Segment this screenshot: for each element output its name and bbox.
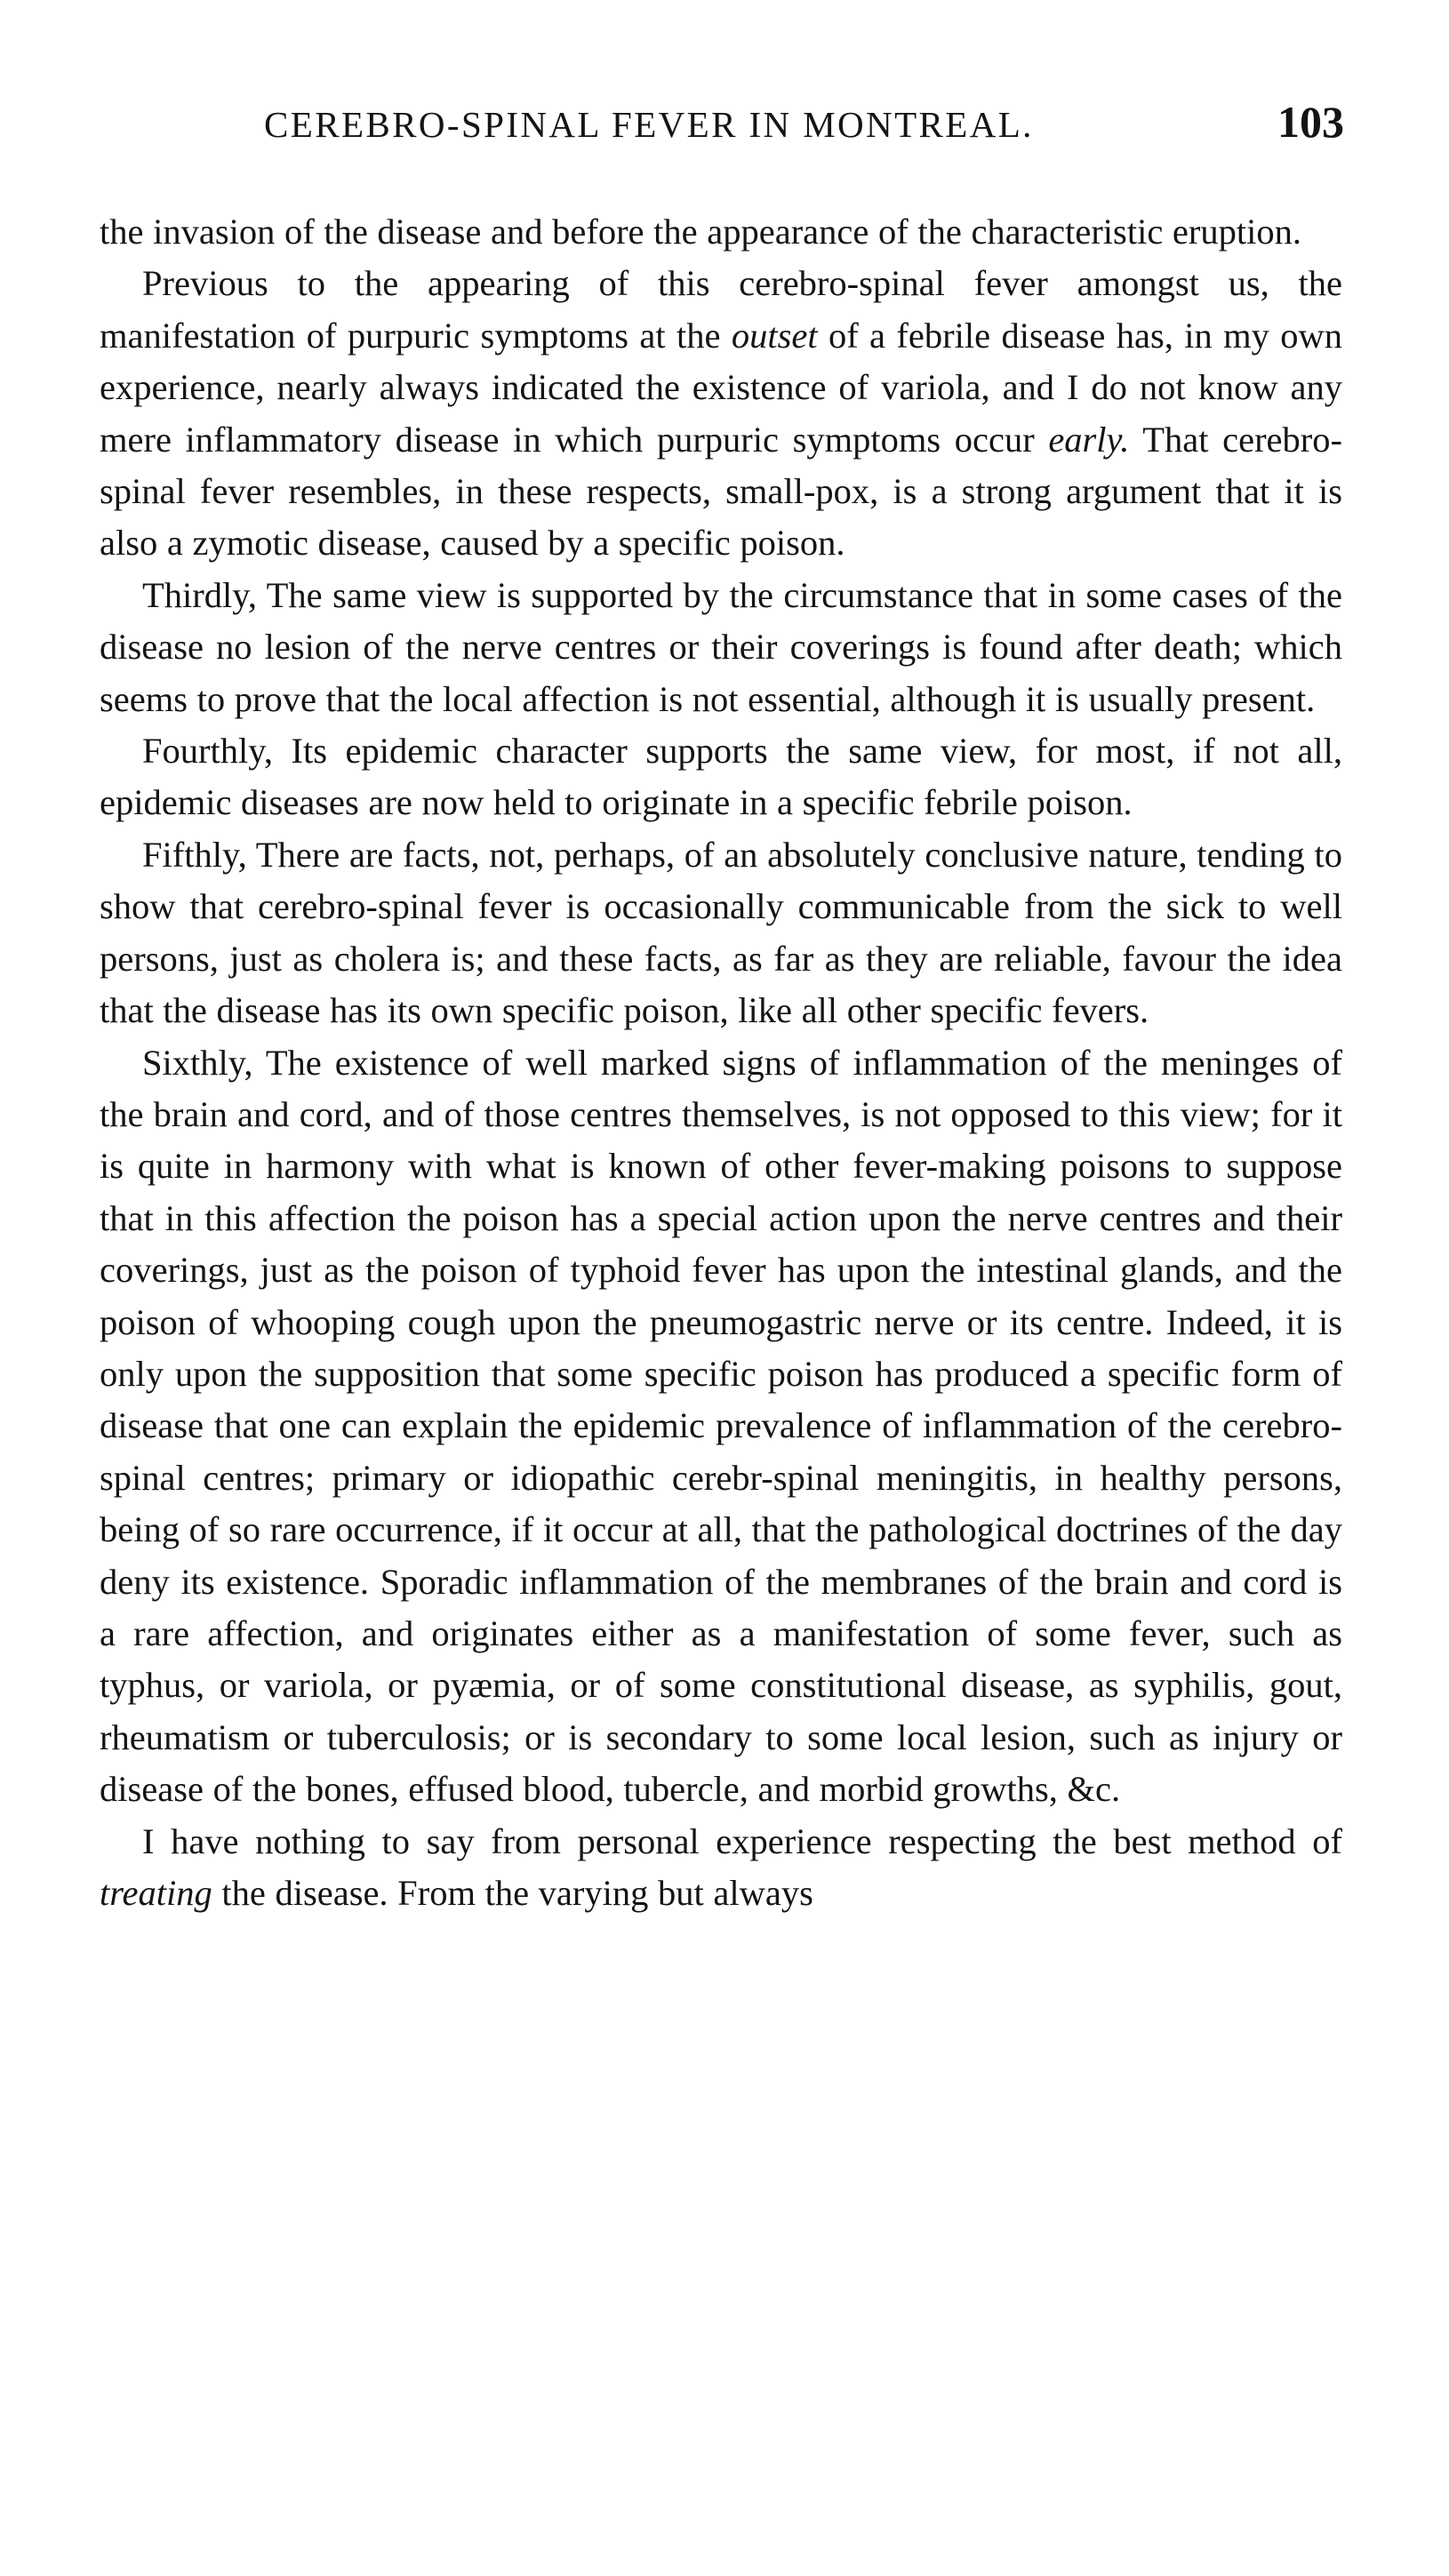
text-run: Previous to the appearing of this cerebro-spinal fever amongst us, the manifestation of purpuric symptoms at the (100, 263, 1342, 356)
running-title: CEREBRO-SPINAL FEVER IN MONTREAL. (264, 104, 1034, 145)
paragraph-4 (100, 725, 1342, 829)
text-run: the disease. From the varying but always (212, 1873, 813, 1913)
running-head (100, 96, 1344, 158)
text-run: the invasion of the disease and before the appearance of the characteristic eruption. (100, 212, 1302, 252)
italic-text: outset (731, 315, 818, 356)
body-text (100, 206, 1342, 1919)
paragraph-2 (100, 258, 1342, 569)
paragraph-5 (100, 829, 1342, 1037)
paragraph-3 (100, 570, 1342, 725)
paragraph-1 (100, 206, 1342, 258)
text-run: Thirdly, The same view is supported by the circumstance that in some cases of the disease no lesion of the nerve centres or their coverings is found after death; which seems to prove that the local affection is not essential, although it is usually present. (100, 574, 1342, 719)
text-run: I have nothing to say from personal experience respecting the best method of (142, 1820, 1342, 1861)
text-run: That cerebro-spinal fever resembles, in these respects, small-pox, is a strong argument that it is also a zymotic disease, caused by a specific poison. (100, 419, 1343, 564)
page-number: 103 (1277, 97, 1344, 147)
text-run: of a febrile disease has, in my own experience, nearly always indicated the existence of variola, and I do not know any mere inflammatory disease in which purpuric symptoms occur (100, 315, 1342, 460)
text-run: Fifthly, There are facts, not, perhaps, of an absolutely conclusive nature, tending to show that cerebro-spinal fever is occasionally communicable from the sick to well persons, just as cholera is; and these facts, as far as they are reliable, favour the idea that the disease has its own specific poison, like all other specific fevers. (100, 834, 1342, 1031)
text-run: Fourthly, Its epidemic character supports the same view, for most, if not all, epidemic diseases are now held to originate in a specific febrile poison. (100, 731, 1342, 823)
italic-text: early. (1048, 419, 1130, 460)
text-run: Sixthly, The existence of well marked signs of inflammation of the meninges of the brain and cord, and of those centres themselves, is not opposed to this view; for it is quite in harmony with what is known of other fever-making poisons to suppose that in this affection the poison has a special action upon the nerve centres and their coverings, just as the poison of typhoid fever has upon the intestinal glands, and the poison of whooping cough upon the pneumogastric nerve or its centre. Indeed, it is only upon the supposition that some specific poison has produced a specific form of disease that one can explain the epidemic prevalence of inflammation of the cerebro-spinal centres; primary or idiopathic cerebr-spinal meningitis, in healthy persons, being of so rare occurrence, if it occur at all, that the pathological doctrines of the day deny its existence. Sporadic inflammation of the membranes of the brain and cord is a rare affection, and originates either as a manifestation of some fever, such as typhus, or variola, or pyæmia, or of some constitutional disease, as syphilis, gout, rheumatism or tuberculosis; or is secondary to some local lesion, such as injury or disease of the bones, effused blood, tubercle, and morbid growths, &c. (100, 1042, 1342, 1810)
paragraph-7 (100, 1816, 1342, 1920)
italic-text: treating (100, 1873, 212, 1913)
paragraph-6 (100, 1037, 1342, 1816)
